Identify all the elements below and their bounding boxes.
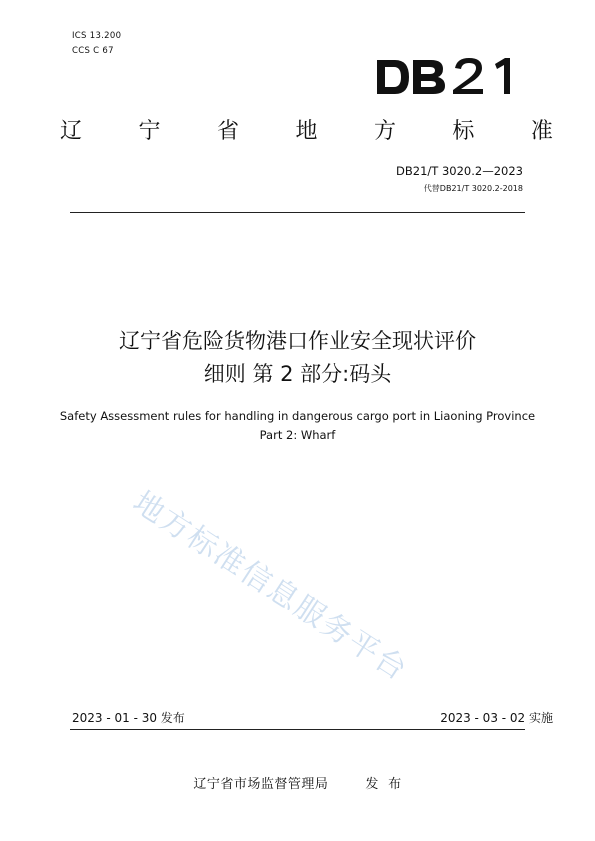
ics-code: ICS 13.200 bbox=[72, 31, 122, 41]
title-cn-line1: 辽宁省危险货物港口作业安全现状评价 bbox=[119, 329, 476, 353]
title-char: 准 bbox=[530, 119, 555, 144]
title-char: 辽 bbox=[60, 119, 85, 144]
issuer: 辽宁省市场监督管理局 发 布 bbox=[193, 777, 402, 792]
title-char: 标 bbox=[452, 119, 477, 144]
standard-code: DB21/T 3020.2—2023 bbox=[396, 164, 523, 178]
replaces-code: 代替DB21/T 3020.2-2018 bbox=[423, 184, 523, 193]
classification-codes bbox=[72, 29, 121, 59]
title-char: 方 bbox=[373, 119, 398, 144]
header-divider bbox=[70, 212, 525, 213]
title-char: 地 bbox=[295, 119, 320, 144]
implement-date: 2023 - 03 - 02 实施 bbox=[440, 711, 553, 725]
title-char: 宁 bbox=[138, 119, 163, 144]
publish-date: 2023 - 01 - 30 发布 bbox=[72, 711, 185, 725]
title-char: 省 bbox=[216, 119, 241, 144]
footer-divider bbox=[70, 729, 525, 730]
standard-type-title bbox=[60, 114, 555, 145]
title-en-line1: Safety Assessment rules for handling in dangerous cargo port in Liaoning Province bbox=[59, 409, 536, 423]
ccs-code: CCS C 67 bbox=[72, 46, 114, 56]
title-en-line2: Part 2: Wharf bbox=[259, 428, 336, 442]
title-cn-line2: 细则 第 2 部分:码头 bbox=[203, 362, 392, 386]
watermark: 地方标准信息服务平台 bbox=[126, 484, 415, 689]
db21-logo bbox=[373, 50, 533, 98]
